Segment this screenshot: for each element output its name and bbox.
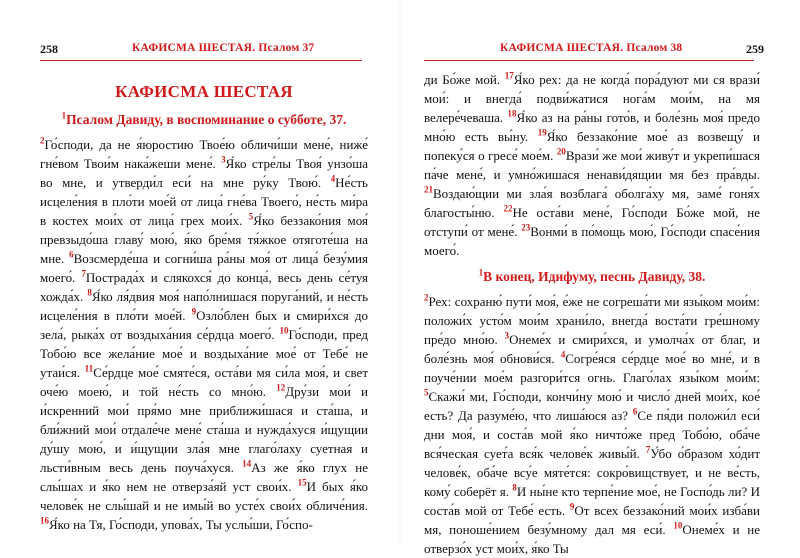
verse-number: 14 xyxy=(242,458,252,469)
verse-body: ди Бо́же мой. xyxy=(424,72,501,87)
running-title: КАФИСМА ШЕСТАЯ. Псалом 37 xyxy=(132,42,315,54)
verse-body: Озло́блен бых и смири́хся до зела́, рыка́х от воздыха́ния се́рдца моего́. xyxy=(40,308,368,342)
header-rule xyxy=(40,60,362,61)
verse-number: 22 xyxy=(503,203,513,214)
verse-number: 9 xyxy=(569,501,575,512)
verse-number: 16 xyxy=(40,515,49,526)
verse-body: Не оста́ви мене́, Го́споди Бо́же мой, не отступи́ от мене́. xyxy=(424,205,761,239)
verse-body: Онеме́х и не отверзо́х уст мои́х, я́ко Ты xyxy=(424,522,760,556)
verse-number: 6 xyxy=(69,249,74,260)
verse-body: Аз же я́ко глух не слы́шах и я́ко нем не отверза́яй уст свои́х. xyxy=(40,460,368,494)
verse-number: 20 xyxy=(556,146,566,157)
verse-number: 10 xyxy=(279,325,289,336)
psalm-title-text: В конец, Идифуму, песнь Давиду, 38. xyxy=(483,269,706,284)
verse-number: 12 xyxy=(276,382,286,393)
verse-body: Пострада́х и слякохся́ до конца́, весь день се́туя хожда́х. xyxy=(40,270,368,304)
psalm-title-text: Псалом Давиду, в воспоминание о субботе, 37. xyxy=(66,112,347,127)
verse-number: 8 xyxy=(87,287,92,298)
verse-number: 4 xyxy=(560,349,566,360)
verse-number: 11 xyxy=(84,363,94,374)
verse-text xyxy=(424,292,760,558)
verse-text xyxy=(40,135,368,534)
verse-number: 19 xyxy=(537,127,547,138)
verse-body: Я́ко рех: да не когда́ пора́дуют ми ся врази́ мои́: и внегда́ подви́жатися нога́м мои́м, на мя велере́чеваша. xyxy=(424,72,760,125)
verse-body: И ны́не кто терпе́ние мое́, не Госпо́дь ли? И соста́в мой от Тебе́ есть. xyxy=(424,484,761,518)
verse-body: Возсмерде́ша и согни́ша ра́ны моя́ от лица́ безу́мия моего́. xyxy=(40,251,368,285)
verse-number: 3 xyxy=(504,330,510,341)
verse-number: 17 xyxy=(504,70,514,81)
verse-number: 9 xyxy=(191,306,197,317)
verse-number: 1 xyxy=(61,110,67,121)
verse-body: Го́споди, пред Тобо́ю все жела́ние мое́ и воздыха́ние мое́ от Тебе́ не утаи́ся. xyxy=(40,327,369,380)
right-page xyxy=(400,0,800,556)
verse-body: Я́ко ля́двия моя́ напо́лнишася поруга́ний, и не́сть исцеле́ния в пло́ти мое́й. xyxy=(40,289,368,323)
header-rule xyxy=(424,60,754,61)
verse-body: Скажи́ ми, Го́споди, кончи́ну мою́ и число́ дней мои́х, кое́ есть? Да разуме́ю, что лиша́юся аз? xyxy=(424,389,760,423)
verse-body: Се́рдце мое́ смяте́ся, оста́ви мя си́ла моя́, и свет оче́ю моею́, и той не́сть со мно́ю. xyxy=(40,365,368,399)
verse-number: 2 xyxy=(40,135,45,146)
running-header xyxy=(424,42,764,60)
verse-body: Не́сть исцеле́ния в пло́ти мое́й от лица́ гне́ва Твоего́, не́сть ми́ра в костех мои́х от лица́ грех мои́х. xyxy=(40,175,368,228)
page-number: 259 xyxy=(746,42,764,56)
verse-body: Я́ко стре́лы Твоя́ унзо́ша во мне, и утверди́л еси́ на мне ру́ку Твою́. xyxy=(40,156,368,190)
verse-number: 21 xyxy=(424,184,433,195)
verse-body: Согре́яся се́рдце мое́ во мне́, и в поуче́нии мое́м разгори́тся огнь. Глаго́лах язы́ком мои́м: xyxy=(424,351,760,385)
verse-number: 5 xyxy=(248,211,254,222)
verse-number: 15 xyxy=(297,477,307,488)
verse-number: 10 xyxy=(673,520,683,531)
verse-number: 2 xyxy=(424,292,429,303)
verse-text xyxy=(424,70,760,260)
verse-number: 5 xyxy=(424,387,429,398)
kathisma-title: КАФИСМА ШЕСТАЯ xyxy=(115,82,293,101)
verse-body: Дру́зи мои́ и и́скренний мои́ пря́мо мне приближи́шася и ста́ша, и бли́жний мои́ отдале́че мене́ ста́ша и нужда́хуся и́щущии ду́шу мою́, и и́щущии зла́я мне глаго́лаху суетная и льсти́вным весь день поуча́хуся. xyxy=(40,384,368,475)
verse-number: 8 xyxy=(512,482,517,493)
verse-number: 4 xyxy=(330,173,336,184)
verse-number: 6 xyxy=(632,406,638,417)
psalm-title xyxy=(40,111,368,129)
verse-number: 1 xyxy=(478,267,484,278)
running-header xyxy=(40,42,376,60)
verse-body: Я́ко аз на ра́ны гото́в, и боле́знь моя́ предо мно́ю есть вы́ну. xyxy=(424,110,761,144)
page-body xyxy=(40,70,368,534)
verse-number: 23 xyxy=(521,222,531,233)
page-number: 258 xyxy=(40,42,58,56)
page-body xyxy=(424,70,760,558)
verse-body: Я́ко на Тя, Го́споди, упова́х, Ты услы́ши, Го́спо- xyxy=(49,517,313,532)
verse-number: 7 xyxy=(645,444,651,455)
verse-body: У́бо о́бразом хо́дит челове́к, оба́че всу́е мяте́тся: сокро́вищствует, и не ве́сть, кому́ соберёт я. xyxy=(424,446,761,499)
running-title: КАФИСМА ШЕСТАЯ. Псалом 38 xyxy=(500,42,683,54)
verse-body: Онеме́х и смири́хся, и умолча́х от благ, и боле́знь моя́ обнови́ся. xyxy=(424,332,760,366)
verse-body: И бых я́ко челове́к не слы́шай и не имы́й во усте́х свои́х обличе́ния. xyxy=(40,479,369,513)
verse-body: Рех: сохраню́ пути́ моя́, е́же не согреша́ти ми язы́ком мои́м: положи́х усто́м мои́м храни́ло, внегда́ воста́ти гре́шному пре́до мно́ю. xyxy=(424,294,760,347)
verse-body: Воздаю́щии ми зла́я возблага́ оболга́ху мя, заме́ гоня́х благосты́ню. xyxy=(424,186,760,220)
verse-number: 18 xyxy=(507,108,517,119)
verse-body: Го́споди, да не я́юростию Твое́ю обличи́ши мене́, ниже́ гне́вом Твои́м нака́жеши мене́. xyxy=(40,137,368,171)
verse-body: Я́ко беззако́ния моя́ превзыдо́ша главу́ мою́, я́ко бре́мя тя́жкое отяготе́ша на мне. xyxy=(40,213,369,266)
verse-body: Вонми́ в по́мощь мою́, Го́споди спасе́ния моего́. xyxy=(424,224,760,258)
verse-number: 3 xyxy=(221,154,226,165)
psalm-title xyxy=(424,268,760,286)
verse-body: От всех беззако́ний мои́х изба́ви мя, поноше́нием безу́мному дал мя еси́. xyxy=(424,503,760,537)
verse-number: 7 xyxy=(81,268,86,279)
verse-body: Се пя́ди положи́л еси́ дни моя́, и соста́в мой я́ко ничто́же пред Тобо́ю, оба́че вся́ческая сует́а вся́к челове́к живы́й. xyxy=(424,408,761,461)
verse-body: Я́ко беззако́ние мое́ аз возвещу́ и попеку́ся о гресе́ мое́м. xyxy=(424,129,760,163)
left-page xyxy=(0,0,400,545)
verse-body: Врази́ же мои́ живу́т и укрепи́шася па́че мене́, и умно́жишася ненави́дящии мя без пра́вды. xyxy=(424,148,760,182)
